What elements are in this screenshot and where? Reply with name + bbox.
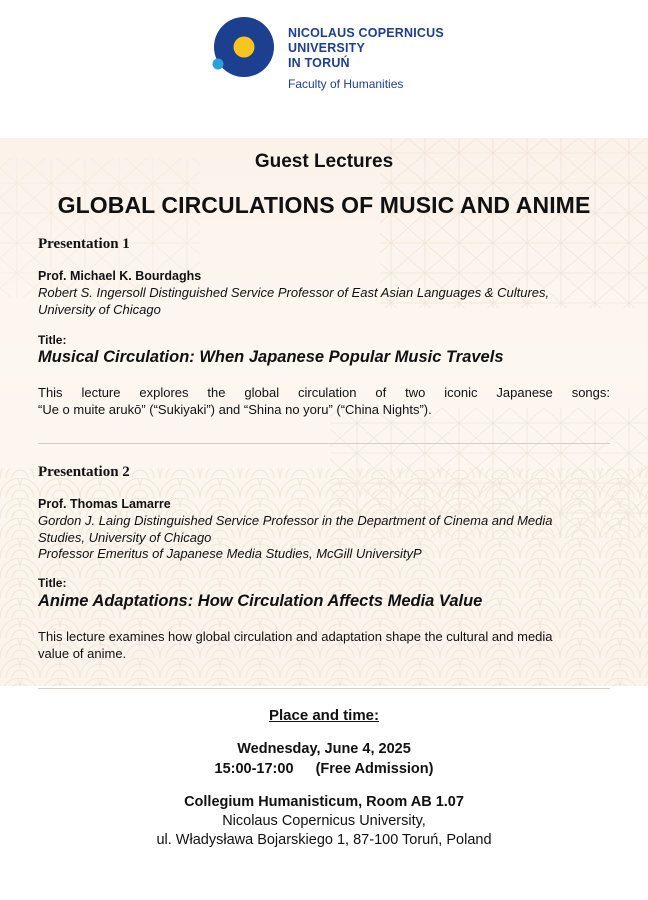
presentation-2-affiliation-line-1: Gordon J. Laing Distinguished Service Professor in the Department of Cinema and Media bbox=[38, 513, 553, 528]
presentation-1-description-line-1: This lecture explores the global circulation of two iconic Japanese songs: bbox=[38, 385, 610, 400]
presentation-2-affiliation bbox=[38, 513, 608, 563]
university-name-line-3: IN TORUŃ bbox=[288, 56, 350, 70]
section-divider bbox=[38, 443, 610, 444]
presentation-1-description bbox=[38, 384, 610, 418]
presentation-2-title-label: Title: bbox=[38, 576, 67, 590]
presentation-2-talk-title: Anime Adaptations: How Circulation Affects Media Value bbox=[38, 592, 483, 610]
event-date: Wednesday, June 4, 2025 bbox=[237, 741, 411, 757]
presentation-2-label: Presentation 2 bbox=[38, 464, 130, 480]
presentation-2-description-line-2: value of anime. bbox=[38, 646, 127, 661]
university-name-line-2: UNIVERSITY bbox=[288, 41, 366, 55]
venue: Collegium Humanisticum, Room AB 1.07 bbox=[184, 794, 464, 810]
presentation-1-affiliation-line-1: Robert S. Ingersoll Distinguished Service Professor of East Asian Languages & Cultures, bbox=[38, 285, 550, 300]
address: ul. Władysława Bojarskiego 1, 87-100 Toruń, Poland bbox=[156, 832, 492, 848]
presentation-1-label: Presentation 1 bbox=[38, 236, 130, 252]
event-title: GLOBAL CIRCULATIONS OF MUSIC AND ANIME bbox=[57, 192, 591, 218]
presentation-1-speaker: Prof. Michael K. Bourdaghs bbox=[38, 269, 202, 283]
place-and-time-label: Place and time: bbox=[268, 707, 380, 724]
event-time: 15:00-17:00 bbox=[214, 761, 294, 777]
university-name-line-1: NICOLAUS COPERNICUS bbox=[288, 26, 444, 40]
admission-note: (Free Admission) bbox=[315, 761, 434, 777]
presentation-1-title-label: Title: bbox=[38, 333, 67, 347]
section-divider bbox=[38, 688, 610, 689]
presentation-1-affiliation-line-2: University of Chicago bbox=[38, 301, 161, 317]
presentation-1-description-line-2: “Ue o muite arukō” (“Sukiyaki”) and “Shina no yoru” (“China Nights”). bbox=[38, 402, 432, 417]
institution: Nicolaus Copernicus University, bbox=[222, 813, 426, 829]
event-kicker: Guest Lectures bbox=[254, 151, 394, 172]
presentation-2-affiliation-line-2: Studies, University of Chicago bbox=[38, 529, 212, 545]
presentation-2-affiliation-line-3: Professor Emeritus of Japanese Media Studies, McGill UniversityP bbox=[38, 546, 422, 561]
presentation-2-speaker: Prof. Thomas Lamarre bbox=[38, 497, 171, 511]
presentation-1-talk-title: Musical Circulation: When Japanese Popular Music Travels bbox=[38, 348, 504, 366]
presentation-2-description bbox=[38, 628, 610, 662]
faculty-name: Faculty of Humanities bbox=[288, 77, 404, 91]
event-time-row bbox=[0, 761, 648, 777]
presentation-2-description-line-1: This lecture examines how global circulation and adaptation shape the cultural and media bbox=[38, 629, 553, 644]
presentation-1-affiliation bbox=[38, 285, 608, 318]
